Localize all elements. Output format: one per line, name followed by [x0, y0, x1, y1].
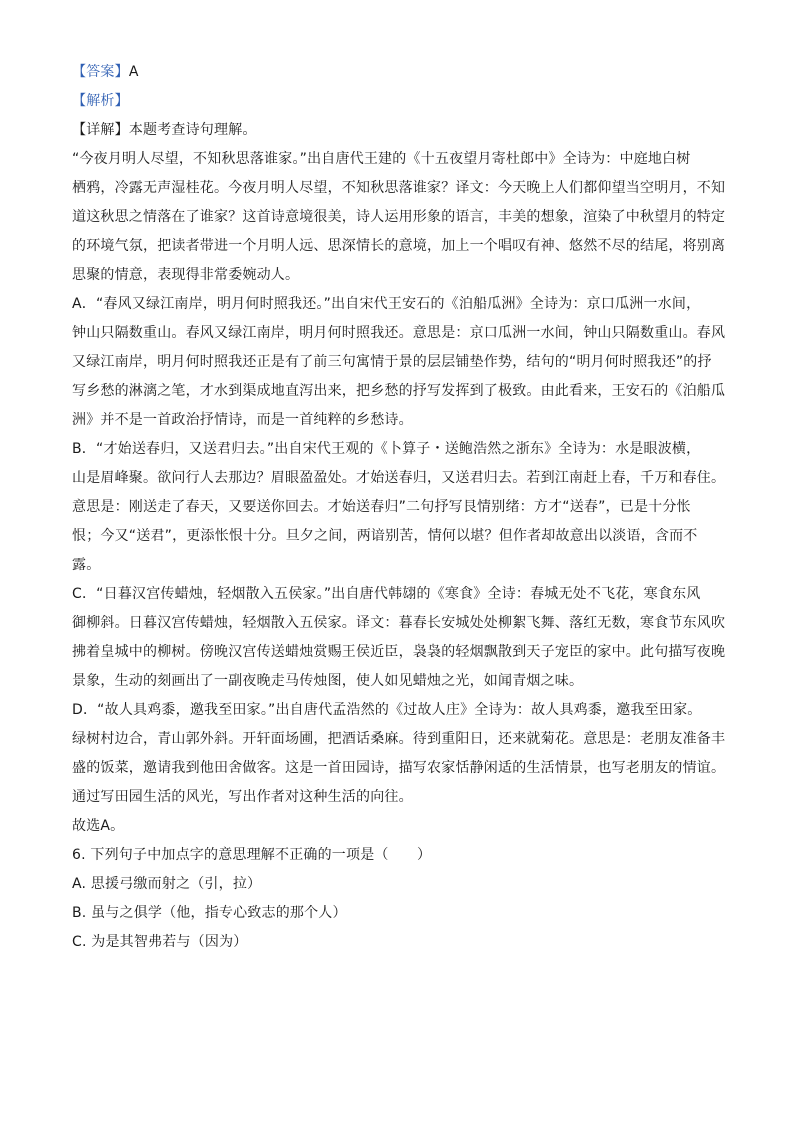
question-choice-c: C. 为是其智弗若与（因为） — [72, 934, 248, 950]
text-line: 绿树村边合，青山郭外斜。开轩面场圃，把酒话桑麻。待到重阳日，还来就菊花。意思是：老朋友准备丰 — [72, 731, 726, 747]
document-page — [72, 62, 724, 961]
text-line: 栖鸦，冷露无声湿桂花。今夜月明人尽望，不知秋思落谁家？译文：今天晚上人们都仰望当空明月，不知 — [72, 180, 726, 196]
text-line: C．“日暮汉宫传蜡烛，轻烟散入五侯家。”出自唐代韩翃的《寒食》全诗：春城无处不飞花，寒食东风 — [72, 586, 701, 602]
text-line: 通过写田园生活的风光，写出作者对这种生活的向往。 — [72, 789, 413, 805]
text-line: 思聚的情意，表现得非常委婉动人。 — [72, 267, 300, 283]
text-line: “今夜月明人尽望，不知秋思落谁家。”出自唐代王建的《十五夜望月寄杜郎中》全诗为：中庭地白树 — [72, 151, 691, 167]
detail-text: 本题考查诗句理解。 — [128, 122, 257, 138]
answer-line — [72, 62, 724, 82]
text-line: 钟山只隔数重山。春风又绿江南岸，明月何时照我还。意思是：京口瓜洲一水间，钟山只隔数重山。春风 — [72, 325, 726, 341]
conclusion-line: 故选A。 — [72, 818, 125, 834]
text-line: 景象，生动的刻画出了一副夜晚走马传烛图，使人如见蜡烛之光，如闻青烟之味。 — [72, 673, 584, 689]
text-line: B．“才始送春归，又送君归去。”出自宋代王观的《卜算子・送鲍浩然之浙东》全诗为：水是眼波横， — [72, 441, 701, 457]
text-line: 盛的饭菜，邀请我到他田舍做客。这是一首田园诗，描写农家恬静闲适的生活情景，也写老朋友的情谊。 — [72, 760, 726, 776]
option-c-paragraph — [72, 584, 724, 691]
answer-value: A — [128, 64, 139, 80]
question-choice-a: A. 思援弓缴而射之（引，拉） — [72, 876, 262, 892]
intro-paragraph — [72, 149, 724, 285]
text-line: 意思是：刚送走了春天，又要送你回去。才始送春归”二句抒写艮情别绪：方才“送春”，已是十分怅 — [72, 499, 691, 515]
option-d-paragraph — [72, 700, 724, 807]
text-line: 道这秋思之情落在了谁家？这首诗意境很美，诗人运用形象的语言，丰美的想象，渲染了中秋望月的特定 — [72, 209, 726, 225]
question-6 — [72, 845, 724, 952]
text-line: 拂着皇城中的柳树。傍晚汉宫传送蜡烛赏赐王侯近臣，袅袅的轻烟飘散到天子宠臣的家中。此句描写夜晚 — [72, 644, 726, 660]
question-choice-b: B. 虽与之俱学（他，指专心致志的那个人） — [72, 905, 347, 921]
option-b-paragraph — [72, 439, 724, 575]
question-stem: 6. 下列句子中加点字的意思理解不正确的一项是（ ） — [72, 847, 432, 863]
analysis-line — [72, 91, 724, 111]
detail-tag: 【详解】 — [72, 122, 129, 138]
text-line: 山是眉峰聚。欲问行人去那边？眉眼盈盈处。才始送春归，又送君归去。若到江南赶上春，千万和春住。 — [72, 470, 726, 486]
text-line: A．“春风又绿江南岸，明月何时照我还。”出自宋代王安石的《泊船瓜洲》全诗为：京口瓜洲一水间， — [72, 296, 701, 312]
detail-line — [72, 120, 724, 140]
analysis-tag: 【解析】 — [72, 93, 129, 109]
answer-tag: 【答案】 — [72, 64, 129, 80]
text-line: 恨；今又“送君”，更添怅恨十分。旦夕之间，两谙别苦，情何以堪？但作者却故意出以淡语，含而不 — [72, 528, 698, 544]
text-line: 又绿江南岸，明月何时照我还正是有了前三句寓情于景的层层铺垫作势，结句的“明月何时照我还”的抒 — [72, 354, 712, 370]
text-line: 御柳斜。日暮汉宫传蜡烛，轻烟散入五侯家。译文：暮春长安城处处柳絮飞舞、落红无数，寒食节东风吹 — [72, 615, 726, 631]
text-line: 洲》并不是一首政治抒情诗，而是一首纯粹的乡愁诗。 — [72, 412, 413, 428]
text-line: 露。 — [72, 557, 101, 573]
option-a-paragraph — [72, 294, 724, 430]
text-line: 的环境气氛，把读者带进一个月明人远、思深情长的意境，加上一个唱叹有神、悠然不尽的结尾，将别离 — [72, 238, 726, 254]
text-line: D．“故人具鸡黍，邀我至田家。”出自唐代孟浩然的《过故人庄》全诗为：故人具鸡黍，邀我至田家。 — [72, 702, 702, 718]
text-line: 写乡愁的淋漓之笔，才水到渠成地直泻出来，把乡愁的抒写发挥到了极致。由此看来，王安石的《泊船瓜 — [72, 383, 726, 399]
